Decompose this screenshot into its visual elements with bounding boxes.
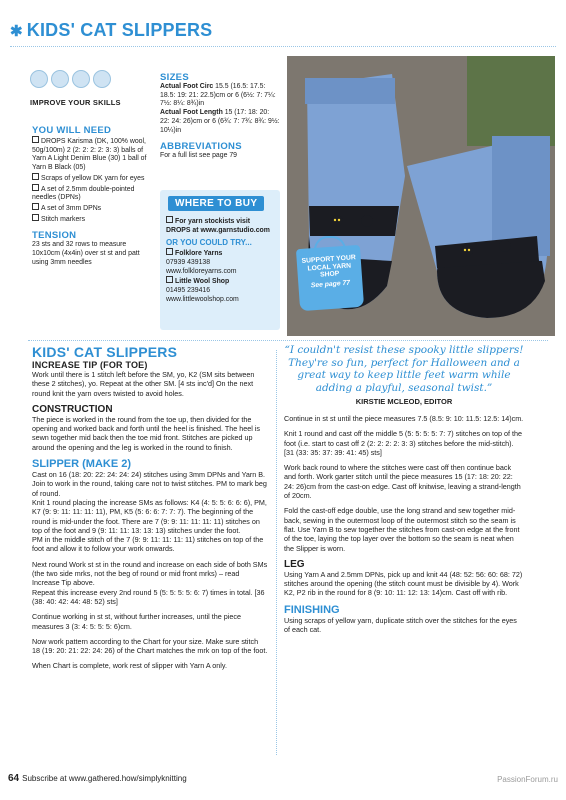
watermark: PassionForum.ru (497, 775, 558, 784)
abbreviations-text: For a full list see page 79 (160, 152, 237, 160)
page-header (10, 20, 212, 41)
asterisk-icon: ✱ (10, 23, 23, 40)
tip-heading: INCREASE TIP (FOR TOE) (32, 360, 148, 370)
tension-heading: TENSION (32, 230, 77, 242)
slipper-para: Now work pattern according to the Chart for your size. Make sure stitch 18 (19: 20: 21: 22: 24: 26) of the Chart matches the mrk on top of the foot. (32, 636, 268, 656)
column-divider (276, 350, 277, 755)
pattern-para: Work back round to where the stitches were cast off then continue back and forth. Work garter stitch until the piece measures 15 (17: 18: 20: 22: 24: 26)cm from the cast-on edge. Cast off knitwise, leaving a strand-length of 20cm. (284, 463, 521, 501)
shopping-bag-badge (296, 245, 364, 311)
sizes-heading: SIZES (160, 72, 189, 83)
slipper-para: Repeat this increase every 2nd round 5 (5: 5: 5: 5: 6: 7) times in total. [36 (38: 40: 42: 44: 48: 52) sts] (32, 587, 265, 606)
construction-heading: CONSTRUCTION (32, 403, 113, 415)
you-will-need-heading: YOU WILL NEED (32, 125, 112, 136)
slipper-para: Continue working in st st, without further increases, until the piece measures 3 (3: 4: 5: 5: 5: 6)cm. (32, 612, 241, 631)
sizes-column (160, 72, 280, 161)
page-footer (8, 773, 558, 784)
skills-label: IMPROVE YOUR SKILLS (30, 98, 121, 107)
finishing-text: Using scraps of yellow yarn, duplicate stitch over the stitches for the eyes of each cat. (284, 615, 517, 635)
slipper-para: PM in the middle stitch of the 7 (9: 9: 11: 11: 11: 11) stitches on top of the foot and allow it to follow your work onwards. (32, 535, 264, 554)
yarn-ball-icon (30, 70, 48, 88)
slipper-heading: SLIPPER (MAKE 2) (32, 458, 132, 471)
shop-entry: Folklore Yarns 07939 439138 www.folkloreyarns.com (166, 250, 237, 275)
need-item: A set of 2.5mm double-pointed needles (DPNs) (32, 185, 135, 202)
tip-text: Work until there is 1 stitch left before the SM, yo, K2 (SM sits between these 2 stitches), yo. Repeat at the other SM. [4 sts inc'd] On the next round knit the yarn overs twisted to avoid holes. (32, 370, 255, 398)
need-item: A set of 3mm DPNs (32, 203, 150, 214)
need-item: Stitch markers (32, 214, 150, 225)
page-title: KIDS' CAT SLIPPERS (26, 20, 213, 40)
checkbox-icon (32, 173, 39, 180)
yarn-ball-icon (93, 70, 111, 88)
quote-author: KIRSTIE MCLEOD, EDITOR (355, 397, 453, 406)
construction-text: The piece is worked in the round from the toe up, then divided for the opening and worked back and forth until the heel is finished. The heel is sewn together mid back then the toe mid front. Stitches are picked up around the opening and the leg is worked in the round to finish. (32, 414, 261, 452)
pattern-title: KIDS' CAT SLIPPERS (32, 344, 178, 360)
shop-entry: Little Wool Shop 01495 239416 www.littlewoolshop.com (166, 278, 239, 303)
slipper-para: Cast on 16 (18: 20: 22: 24: 24: 24) stitches using 3mm DPNs and Yarn B. Join to work in the round, taking care not to twist stitches. PM to mark beg of round. (32, 470, 267, 498)
need-item: DROPS Karisma (DK, 100% wool, 50g/100m) 2 (2: 2: 2: 2: 3: 3) balls of Yarn A Light Denim Blue (30) 1 ball of Yarn B Black (05) (32, 138, 147, 172)
yarn-ball-icon (72, 70, 90, 88)
header-divider (10, 46, 556, 47)
slipper-para: Knit 1 round placing the increase SMs as follows: K4 (4: 5: 5: 6: 6: 6), PM, K7 (9: 9: 11: 11: 11: 11), PM, K5 (5: 6: 6: 7: 7: 7). The beginning of the round is mid-under the foot. There are 7 (9: 9: 11: 11: 11: 11) stitches on top of the foot and 9 (9: 11: 11: 13: 13: 13) stitches under the foot. (32, 497, 267, 535)
yarn-balls-icon (30, 70, 150, 93)
leg-text: Using Yarn A and 2.5mm DPNs, pick up and knit 44 (48: 52: 56: 60: 68: 72) stitches around the opening (the stitch count must be divisible by 4). Work K2, P2 rib in the round for 8 (9: 10: 11: 12: 13: 14)cm. Cast off with rib. (284, 569, 523, 598)
bag-text: SUPPORT YOUR LOCAL YARN SHOP (301, 254, 357, 279)
checkbox-icon (32, 203, 39, 210)
page-number: 64 (8, 773, 20, 784)
slipper-para: When Chart is complete, work rest of slipper with Yarn A only. (32, 661, 227, 671)
checkbox-icon (32, 136, 39, 143)
pattern-para: Fold the cast-off edge double, use the long strand and sew together mid-back, sewing in the outermost loop of the outermost stitch so the seam is flat. Use Yarn B to sew together the stitches from cast-on edge at the front of the toe, laying the top layer over the bottom so the seam is neat when the Slipper is worn. (284, 506, 520, 553)
leg-heading: LEG (284, 558, 305, 570)
checkbox-icon (166, 248, 173, 255)
where-to-buy-content (166, 216, 276, 304)
section-divider (28, 340, 548, 341)
size-line: Actual Foot Circ 15.5 (16.5: 17.5: 18.5: 19: 21: 22.5)cm or 6 (6½: 7: 7¼: 7½: 8¼: 8¾)in (160, 83, 276, 108)
subscribe-link[interactable]: Subscribe at www.gathered.how/simplyknitting (22, 774, 187, 783)
skills-badge (30, 70, 150, 107)
editor-quote: “I couldn't resist these spooky little slippers! They're so fun, perfect for Halloween and a great way to keep little feet warm while adding a playful, seasonal twist.” (284, 344, 524, 394)
yarn-ball-icon (51, 70, 69, 88)
where-to-buy-tag: WHERE TO BUY (168, 196, 264, 211)
abbreviations-heading: ABBREVIATIONS (160, 141, 242, 153)
pattern-para: Knit 1 round and cast off the middle 5 (5: 5: 5: 5: 7: 7) stitches on top of the foot (i.e. start to cast off 2 (2: 2: 2: 2: 3: 3) stitches before the mid-stitch). [31 (33: 35: 37: 39: 41: 45) sts] (284, 429, 522, 457)
checkbox-icon (32, 214, 39, 221)
drops-line: For yarn stockists visit DROPS at www.garnstudio.com (166, 218, 270, 234)
materials-column (32, 125, 150, 267)
bag-link[interactable]: See page 77 (310, 279, 351, 290)
finishing-heading: FINISHING (284, 603, 340, 616)
pattern-column-left (32, 344, 268, 671)
tension-text: 23 sts and 32 rows to measure 10x10cm (4x4in) over st st and patt using 3mm needles (32, 241, 140, 266)
checkbox-icon (166, 216, 173, 223)
size-line: Actual Foot Length 15 (17: 18: 20: 22: 24: 26)cm or 6 (6¾: 7: 7¾: 8¾: 9½: 10¼)in (160, 109, 280, 134)
need-item: Scraps of yellow DK yarn for eyes (32, 173, 150, 184)
pattern-para: Continue in st st until the piece measures 7.5 (8.5: 9: 10: 11.5: 12.5: 14)cm. (284, 414, 524, 423)
checkbox-icon (166, 276, 173, 283)
or-try-label: OR YOU COULD TRY... (166, 238, 252, 248)
pattern-column-right (284, 344, 524, 634)
you-will-need-list (32, 136, 150, 224)
checkbox-icon (32, 184, 39, 191)
slipper-para: Next round Work st st in the round and increase on each side of both SMs (the two side mrks, not the beg of round or mid front mrks) – read Increase Tip above. (32, 559, 268, 588)
